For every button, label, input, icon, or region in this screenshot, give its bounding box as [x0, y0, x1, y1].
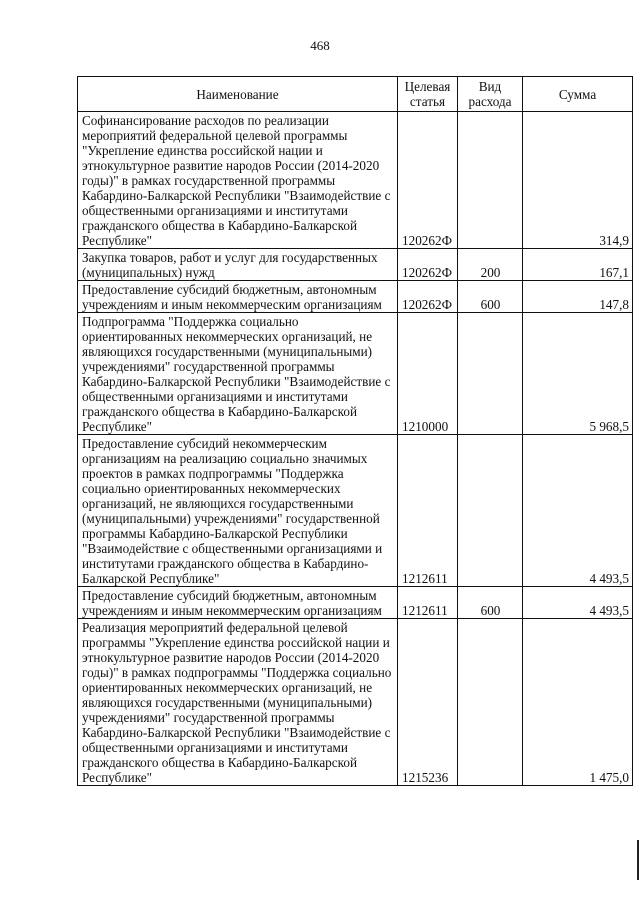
row-target-article: 120262Ф [398, 112, 458, 249]
row-sum: 167,1 [523, 249, 633, 281]
row-target-article: 1210000 [398, 313, 458, 435]
row-sum: 314,9 [523, 112, 633, 249]
row-name: Предоставление субсидий бюджетным, автономным учреждениям и иным некоммерческим организациям [78, 587, 398, 619]
row-expense-type [458, 313, 523, 435]
header-target-article: Целевая статья [398, 77, 458, 112]
row-name: Подпрограмма "Поддержка социально ориентированных некоммерческих организаций, не являющихся государственными (муниципальными) учреждениями" государственной программы Кабардино-Балкарской Республики "Взаимодействие с общественными организациями и институтами гражданского общества в Кабардино-Балкарской Республике" [78, 313, 398, 435]
row-target-article: 120262Ф [398, 249, 458, 281]
row-target-article: 1212611 [398, 435, 458, 587]
row-target-article: 120262Ф [398, 281, 458, 313]
row-name: Реализация мероприятий федеральной целевой программы "Укрепление единства российской нации и этнокультурное развитие народов России (2014-2020 годы)" в рамках подпрограммы "Поддержка социально ориентированных некоммерческих организаций, не являющихся государственными (муниципальными) учреждениями" государственной программы Кабардино-Балкарской Республики "Взаимодействие с общественными организациями и институтами гражданского общества в Кабардино-Балкарской Республике" [78, 619, 398, 786]
budget-table [77, 76, 633, 786]
scan-edge-mark [637, 840, 639, 880]
row-name: Софинансирование расходов по реализации мероприятий федеральной целевой программы "Укрепление единства российской нации и этнокультурное развитие народов России (2014-2020 годы)" в рамках государственной программы Кабардино-Балкарской Республики "Взаимодействие с общественными организациями и институтами гражданского общества в Кабардино-Балкарской Республике" [78, 112, 398, 249]
row-sum: 147,8 [523, 281, 633, 313]
row-name: Закупка товаров, работ и услуг для государственных (муниципальных) нужд [78, 249, 398, 281]
row-name: Предоставление субсидий некоммерческим организациям на реализацию социально значимых проектов в рамках подпрограммы "Поддержка социально ориентированных некоммерческих организаций, не являющихся государственными (муниципальными) учреждениями" государственной программы Кабардино-Балкарской Республики "Взаимодействие с общественными организациями и институтами гражданского общества в Кабардино-Балкарской Республике" [78, 435, 398, 587]
table-row [78, 313, 633, 435]
row-sum: 4 493,5 [523, 587, 633, 619]
header-sum: Сумма [523, 77, 633, 112]
row-sum: 4 493,5 [523, 435, 633, 587]
row-expense-type [458, 112, 523, 249]
row-expense-type [458, 619, 523, 786]
row-expense-type: 600 [458, 281, 523, 313]
row-target-article: 1215236 [398, 619, 458, 786]
row-expense-type: 600 [458, 587, 523, 619]
row-expense-type: 200 [458, 249, 523, 281]
table-row [78, 587, 633, 619]
table-row [78, 435, 633, 587]
header-name: Наименование [78, 77, 398, 112]
row-expense-type [458, 435, 523, 587]
row-target-article: 1212611 [398, 587, 458, 619]
table-row [78, 249, 633, 281]
table-row [78, 619, 633, 786]
row-sum: 5 968,5 [523, 313, 633, 435]
row-name: Предоставление субсидий бюджетным, автономным учреждениям и иным некоммерческим организациям [78, 281, 398, 313]
row-sum: 1 475,0 [523, 619, 633, 786]
table-row [78, 112, 633, 249]
table-row [78, 281, 633, 313]
page-number: 468 [310, 38, 330, 53]
table-header-row [78, 77, 633, 112]
header-expense-type: Вид расхода [458, 77, 523, 112]
